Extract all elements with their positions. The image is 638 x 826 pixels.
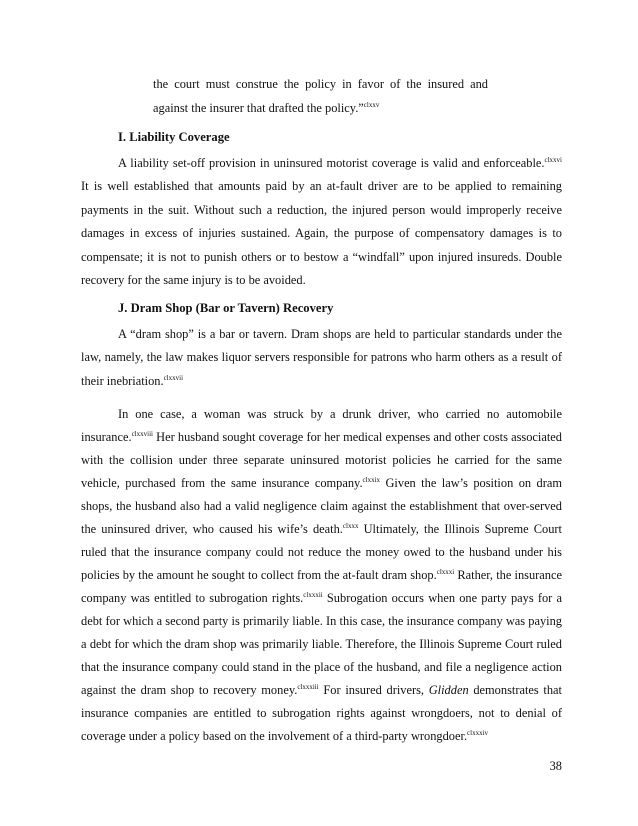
paragraph-text: Rather, the insurance company was entitled to subrogation rights.	[81, 568, 562, 605]
endnote-marker: clxxviii	[131, 430, 153, 438]
paragraph-text: For insured drivers,	[318, 683, 429, 697]
paragraph-text: demonstrates that insurance companies are entitled to subrogation rights against wrongdoers, not to denial of coverage under a policy based on the involvement of a third-party wrongdoer.	[81, 683, 563, 743]
page-number: 38	[549, 759, 562, 773]
paragraph-text: A “dram shop” is a bar or tavern. Dram shops are held to particular standards under the law, namely, the law makes liquor servers responsible for patrons who harm others as a result of their inebriation.	[81, 327, 562, 388]
case-name: Glidden	[428, 683, 469, 697]
endnote-marker: clxxix	[362, 476, 381, 484]
paragraph-text: It is well established that amounts paid by an at-fault driver are to be applied to remaining payments in the suit. Without such a reduction, the injured person would improperly receive damages in excess of injuries sustained. Again, the purpose of compensatory damages is to compensate; it is not to punish others or to bestow a “windfall” upon injured insureds. Double recovery for the same injury is to be avoided.	[81, 179, 562, 288]
endnote-marker: clxxvii	[163, 373, 184, 382]
section-heading-dram-shop: J. Dram Shop (Bar or Tavern) Recovery	[118, 301, 334, 315]
endnote-marker: clxxxiv	[467, 729, 489, 737]
liability-paragraph	[81, 152, 562, 292]
paragraph-text: Given the law’s position on dram shops, the husband also had a valid negligence claim against the establishment that over-served the uninsured driver, who caused his wife’s death.	[81, 476, 562, 536]
endnote-marker: clxxv	[363, 101, 380, 109]
endnote-marker: clxxxi	[436, 568, 455, 576]
endnote-marker: clxxxiii	[297, 683, 319, 691]
section-heading-liability: I. Liability Coverage	[118, 130, 230, 144]
dram-shop-paragraph-2	[81, 403, 562, 748]
paragraph-text: A liability set-off provision in uninsured motorist coverage is valid and enforceable.	[118, 156, 545, 170]
paragraph-text: Her husband sought coverage for her medical expenses and other costs associated with the collision under three separate uninsured motorist policies he carried for the same vehicle, purchased from the same insurance company.	[81, 430, 562, 490]
paragraph-text: In one case, a woman was struck by a drunk driver, who carried no automobile insurance.	[81, 407, 562, 444]
dram-shop-paragraph-1	[81, 323, 562, 393]
block-quote	[153, 72, 488, 120]
quote-text: the court must construe the policy in favor of the insured and against the insurer that drafted the policy.”	[153, 77, 488, 115]
paragraph-text: Ultimately, the Illinois Supreme Court ruled that the insurance company could not reduce the money owed to the husband under his policies by the amount he sought to collect from the at-fault dram shop.	[81, 522, 562, 582]
endnote-marker: clxxxii	[303, 591, 323, 599]
endnote-marker: clxxx	[342, 522, 359, 530]
endnote-marker: clxxvi	[544, 156, 562, 164]
paragraph-text: Subrogation occurs when one party pays for a debt for which a second party is primarily liable. In this case, the insurance company was paying a debt for which the dram shop was primarily liable. Therefore, the Illinois Supreme Court ruled that the insurance company could stand in the place of the husband, and file a negligence action against the dram shop to recovery money.	[81, 591, 562, 697]
